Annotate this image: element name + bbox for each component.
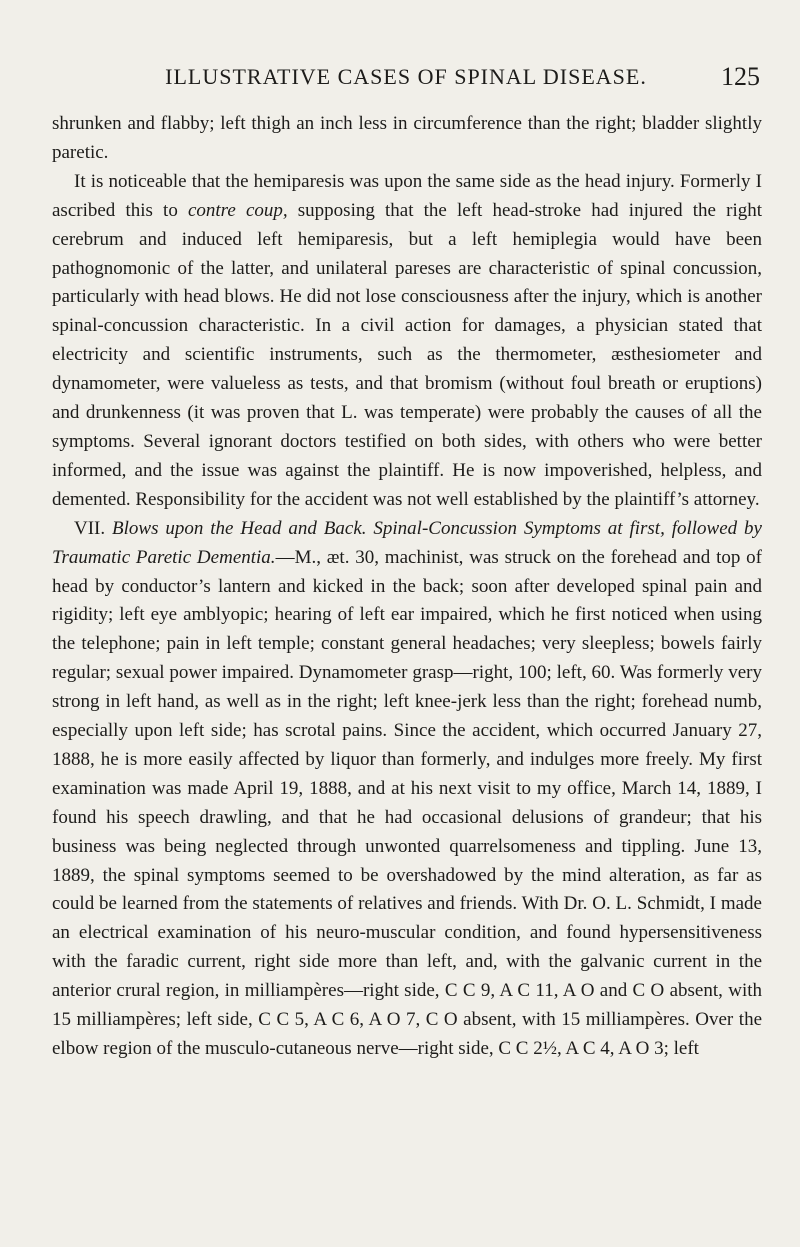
paragraph-text: —M., æt. 30, machinist, was struck on the forehead and top of head by conductor’s lantern and kicked in the back; soon after developed spinal pain and rigidity; left eye amblyopic; hearing of left ear impaired, which he first noticed when using the telephone; pain in left temple; constant general headaches; very sleepless; bowels fairly regular; sexual power impaired. Dynamometer grasp—right, 100; left, 60. Was formerly very strong in left hand, as well as in the right; left knee-jerk less than the right; forehead numb, especially upon left side; has scrotal pains. Since the accident, which occurred January 27, 1888, he is more easily affected by liquor than formerly, and indulges more freely. My first examination was made April 19, 1888, and at his next visit to my office, March 14, 1889, I found his speech drawling, and that he had occasional delusions of grandeur; that his business was being neglected through unwonted quarrelsomeness and tippling. June 13, 1889, the spinal symptoms seemed to be overshadowed by the mind alteration, as far as could be learned from the statements of relatives and friends. With Dr. O. L. Schmidt, I made an electrical examination of his neuro-muscular condition, and found hypersensitiveness with the faradic current, right side more than left, and, with the galvanic current in the anterior crural region, in milliampères—right side, C C 9, A C 11, A O and C O absent, with 15 milliampères; left side, C C 5, A C 6, A O 7, C O absent, with 15 milliampères. Over the elbow region of the musculo-cutaneous nerve—right side, C C 2½, A C 4, A O 3; left <box>52 546 762 1059</box>
italic-term: contre coup, <box>187 199 288 221</box>
case-heading: Blows upon the Head and Back. Spinal-Concussion Symptoms at first, followed by Traumatic Paretic Dementia. <box>52 517 762 568</box>
running-head <box>52 64 760 98</box>
running-title: ILLUSTRATIVE CASES OF SPINAL DISEASE. <box>165 64 647 89</box>
paragraph-continuation <box>52 110 762 168</box>
body-text <box>52 110 762 1064</box>
case-number: VII. <box>74 517 113 539</box>
paragraph-text: supposing that the left head-stroke had injured the right cerebrum and induced left hemiparesis, but a left hemiplegia would have been pathognomonic of the latter, and unilateral pareses are characteristic of spinal concussion, particularly with head blows. He did not lose consciousness after the injury, which is another spinal-concussion characteristic. In a civil action for damages, a physician stated that electricity and scientific instruments, such as the thermometer, æsthesiometer and dynamometer, were valueless as tests, and that bromism (without foul breath or eruptions) and drunkenness (it was proven that L. was temperate) were probably the causes of all the symptoms. Several ignorant doctors testified on both sides, with others who were better informed, and the issue was against the plaintiff. He is now impoverished, helpless, and demented. Responsibility for the accident was not well established by the plaintiff’s attorney. <box>52 199 763 510</box>
page-number: 125 <box>721 62 760 91</box>
paragraph-case-vii <box>52 515 762 1064</box>
paragraph-text: shrunken and flabby; left thigh an inch less in circumference than the right; bladder slightly paretic. <box>52 113 762 163</box>
paragraph-text: It is noticeable that the hemiparesis was upon the same side as the head injury. Formerly I ascribed this to <box>52 170 762 221</box>
paragraph-hemiparesis <box>52 168 762 515</box>
